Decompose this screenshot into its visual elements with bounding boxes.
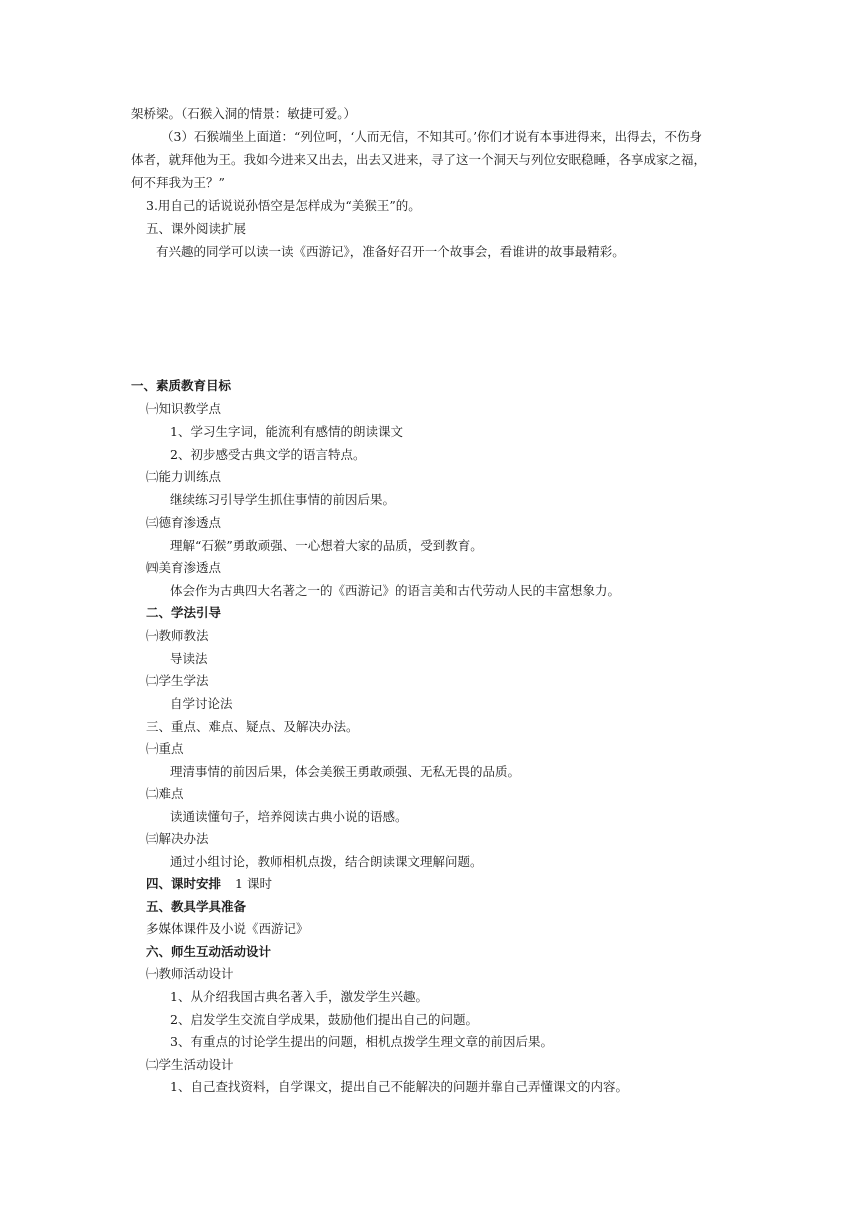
subsection-heading: ㈡学生学法 [146,673,209,688]
paragraph-line: 读通读懂句子，培养阅读古典小说的语感。 [170,809,408,824]
paragraph-line: 体者，就拜他为王。我如今进来又出去，出去又进来，寻了这一个洞天与列位安眠稳睡，各享成家之福， [131,152,707,167]
section-heading: 五、教具学具准备 [146,899,247,914]
section-heading-row [146,876,272,892]
paragraph-line: 多媒体课件及小说《西游记》 [146,921,309,936]
subsection-heading: ㈠教师活动设计 [146,966,234,981]
subsection-heading: ㈡学生活动设计 [146,1057,234,1072]
class-hours-value: 1 课时 [235,876,272,891]
list-item: 1、学习生字词，能流利有感情的朗读课文 [170,424,403,439]
paragraph-line: 理清事情的前因后果，体会美猴王勇敢顽强、无私无畏的品质。 [170,764,521,779]
list-item: 2、初步感受古典文学的语言特点。 [170,447,366,462]
list-item: 3、有重点的讨论学生提出的问题，相机点拨学生理文章的前因后果。 [170,1034,553,1049]
subsection-heading: ㈡能力训练点 [146,469,222,484]
section-heading: 六、师生互动活动设计 [146,944,272,959]
subsection-heading: ㈠教师教法 [146,628,209,643]
subsection-heading: ㈣美育渗透点 [146,560,222,575]
section-heading: 一、素质教育目标 [131,378,232,393]
paragraph-line: 通过小组讨论，教师相机点拨，结合朗读课文理解问题。 [170,854,483,869]
subsection-heading: ㈠重点 [146,741,184,756]
paragraph-line: 自学讨论法 [170,696,233,711]
section-heading: 二、学法引导 [146,605,222,620]
section-heading: 五、课外阅读扩展 [146,221,247,236]
subsection-heading: ㈢解决办法 [146,831,209,846]
paragraph-line: 架桥梁。（石猴入洞的情景：敏捷可爱。） [131,106,357,121]
paragraph-line: 理解“石猴”勇敢顽强、一心想着大家的品质，受到教育。 [170,538,483,553]
paragraph-line: 体会作为古典四大名著之一的《西游记》的语言美和古代劳动人民的丰富想象力。 [170,583,621,598]
paragraph-line: 继续练习引导学生抓住事情的前因后果。 [170,492,396,507]
list-item: 1、自己查找资料，自学课文，提出自己不能解决的问题并靠自己弄懂课文的内容。 [170,1079,628,1094]
list-item: 1、从介绍我国古典名著入手，激发学生兴趣。 [170,989,428,1004]
paragraph-line: 有兴趣的同学可以读一读《西游记》，准备好召开一个故事会，看谁讲的故事最精彩。 [156,244,625,259]
paragraph-line: （3）石猴端坐上面道：“列位呵，‘人而无信，不知其可。’你们才说有本事进得来，出得去，不伤身 [161,129,703,144]
list-item: 2、启发学生交流自学成果，鼓励他们提出自己的问题。 [170,1012,478,1027]
subsection-heading: ㈡难点 [146,786,184,801]
subsection-heading: ㈢德育渗透点 [146,515,222,530]
section-heading: 四、课时安排 [146,876,222,891]
paragraph-line: 何不拜我为王？” [131,175,225,190]
paragraph-line: 3.用自己的话说说孙悟空是怎样成为“美猴王”的。 [146,198,421,213]
subsection-heading: ㈠知识教学点 [146,401,222,416]
section-heading: 三、重点、难点、疑点、及解决办法。 [146,719,359,734]
paragraph-line: 导读法 [170,651,208,666]
